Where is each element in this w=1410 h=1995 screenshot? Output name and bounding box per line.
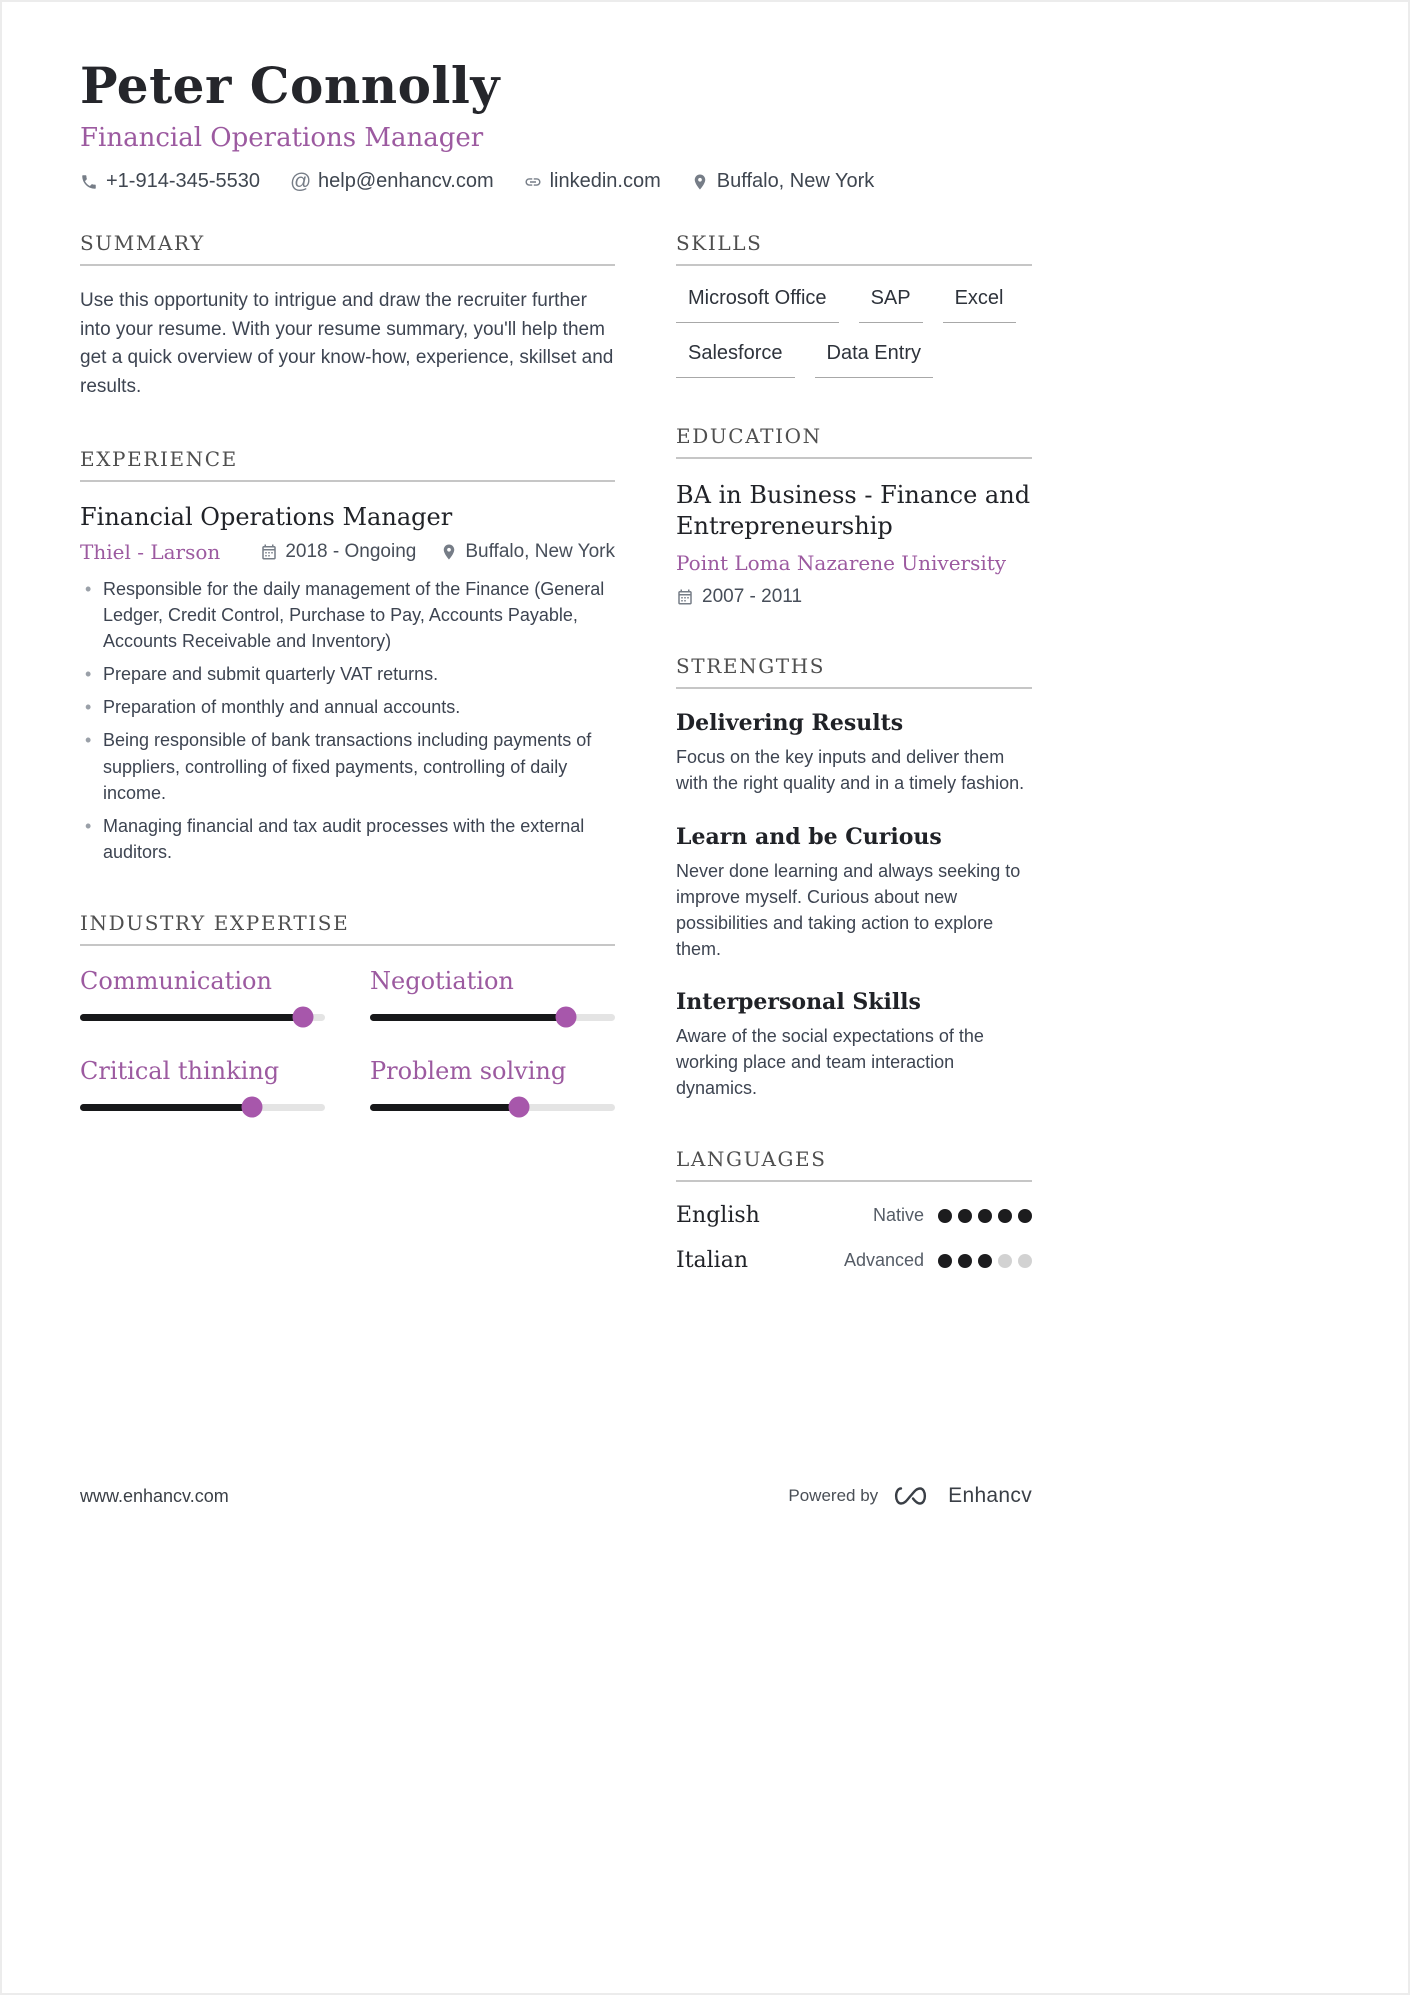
email-icon: @ bbox=[290, 170, 312, 193]
slider-fill bbox=[80, 1104, 252, 1111]
experience-meta-right bbox=[260, 541, 615, 563]
experience-job-title: Financial Operations Manager bbox=[80, 503, 453, 531]
skill-tag: Data Entry bbox=[815, 342, 933, 378]
experience-bullet-list bbox=[80, 576, 615, 865]
experience-bullet: • Prepare and submit quarterly VAT returns. bbox=[80, 661, 615, 687]
expertise-slider[interactable] bbox=[370, 1104, 615, 1111]
experience-bullet: • Managing financial and tax audit processes with the external auditors. bbox=[80, 813, 615, 865]
experience-bullet: • Responsible for the daily management of the Finance (General Ledger, Credit Control, Purchase to Pay, Accounts Payable, Accounts Receivable and Inventory) bbox=[80, 576, 615, 654]
skill-tag: SAP bbox=[859, 287, 923, 323]
expertise-label: Communication bbox=[80, 966, 272, 995]
summary-heading: SUMMARY bbox=[80, 231, 615, 266]
powered-by-label: Powered by bbox=[788, 1486, 879, 1505]
link-icon bbox=[524, 173, 542, 191]
language-level-dot bbox=[978, 1209, 992, 1223]
strength-item bbox=[676, 710, 1032, 796]
left-column bbox=[80, 231, 615, 1293]
language-name: English bbox=[676, 1203, 760, 1229]
language-level-dot bbox=[978, 1254, 992, 1268]
summary-text: Use this opportunity to intrigue and draw the recruiter further into your resume. With your resume summary, you'll help them get a quick overview of your know-how, experience, skillset and results. bbox=[80, 290, 614, 397]
experience-dates-text: 2018 - Ongoing bbox=[285, 541, 417, 562]
expertise-slider[interactable] bbox=[370, 1014, 615, 1021]
strengths-heading: STRENGTHS bbox=[676, 654, 1032, 689]
language-level-dot bbox=[938, 1209, 952, 1223]
strength-title: Learn and be Curious bbox=[676, 823, 942, 850]
education-school: Point Loma Nazarene University bbox=[676, 551, 1007, 576]
language-level-dot bbox=[1018, 1209, 1032, 1223]
experience-meta-row bbox=[80, 540, 615, 564]
slider-thumb[interactable] bbox=[241, 1097, 262, 1118]
experience-location bbox=[440, 541, 615, 563]
skills-list bbox=[676, 287, 1032, 378]
expertise-label: Problem solving bbox=[370, 1056, 567, 1085]
section-industry-expertise bbox=[80, 911, 615, 1111]
language-level-dot bbox=[958, 1209, 972, 1223]
education-dates-text: 2007 - 2011 bbox=[702, 586, 803, 608]
strength-item bbox=[676, 989, 1032, 1101]
resume-content bbox=[80, 58, 1032, 1293]
strength-text: Focus on the key inputs and deliver them with the right quality and in a timely fashion. bbox=[676, 747, 1025, 794]
skills-heading: SKILLS bbox=[676, 231, 1032, 266]
expertise-label: Critical thinking bbox=[80, 1056, 280, 1085]
expertise-item-problem-solving bbox=[370, 1057, 615, 1111]
section-languages bbox=[676, 1147, 1032, 1273]
expertise-slider[interactable] bbox=[80, 1104, 325, 1111]
industry-expertise-heading: INDUSTRY EXPERTISE bbox=[80, 911, 615, 946]
strength-text: Never done learning and always seeking to improve myself. Curious about new possibilities and taking action to explore them. bbox=[676, 860, 1021, 959]
experience-location-text: Buffalo, New York bbox=[465, 541, 615, 562]
expertise-label: Negotiation bbox=[370, 966, 514, 995]
right-column bbox=[676, 231, 1032, 1293]
contact-email-text: help@enhancv.com bbox=[318, 170, 494, 192]
language-level-dot bbox=[938, 1254, 952, 1268]
experience-heading: EXPERIENCE bbox=[80, 447, 615, 482]
slider-fill bbox=[80, 1014, 303, 1021]
language-level-dots bbox=[938, 1254, 1032, 1268]
education-degree: BA in Business - Finance and Entrepreneurship bbox=[676, 481, 1031, 541]
strength-item bbox=[676, 824, 1032, 962]
strength-title: Delivering Results bbox=[676, 710, 904, 737]
section-education bbox=[676, 424, 1032, 608]
language-level-dot bbox=[998, 1254, 1012, 1268]
contact-link[interactable] bbox=[524, 170, 661, 193]
phone-icon bbox=[80, 173, 98, 191]
language-name: Italian bbox=[676, 1248, 749, 1274]
language-level-dot bbox=[1018, 1254, 1032, 1268]
enhancv-logo-icon bbox=[890, 1484, 936, 1508]
section-experience bbox=[80, 447, 615, 865]
expertise-item-critical-thinking bbox=[80, 1057, 325, 1111]
education-heading: EDUCATION bbox=[676, 424, 1032, 459]
person-name: Peter Connolly bbox=[80, 56, 500, 115]
contact-link-text: linkedin.com bbox=[549, 170, 661, 192]
contact-phone bbox=[80, 170, 260, 193]
education-dates bbox=[676, 586, 1032, 608]
contact-row bbox=[80, 170, 1032, 193]
experience-bullet: • Being responsible of bank transactions including payments of suppliers, controlling of fixed payments, controlling of daily income. bbox=[80, 727, 615, 805]
languages-heading: LANGUAGES bbox=[676, 1147, 1032, 1182]
experience-company: Thiel - Larson bbox=[80, 540, 221, 564]
language-row-italian bbox=[676, 1248, 1032, 1273]
expertise-slider[interactable] bbox=[80, 1014, 325, 1021]
enhancv-brand-link[interactable]: Enhancv bbox=[948, 1484, 1032, 1507]
expertise-grid bbox=[80, 967, 615, 1111]
slider-thumb[interactable] bbox=[509, 1097, 530, 1118]
strength-text: Aware of the social expectations of the working place and team interaction dynamics. bbox=[676, 1025, 984, 1099]
experience-dates bbox=[260, 541, 416, 563]
location-pin-icon bbox=[691, 173, 709, 191]
skill-tag: Microsoft Office bbox=[676, 287, 839, 323]
skill-tag: Excel bbox=[943, 287, 1016, 323]
expertise-item-negotiation bbox=[370, 967, 615, 1021]
skill-tag: Salesforce bbox=[676, 342, 795, 378]
powered-by-group bbox=[788, 1484, 1032, 1508]
slider-thumb[interactable] bbox=[556, 1007, 577, 1028]
language-level-label: Native bbox=[872, 1205, 924, 1226]
page-footer bbox=[80, 1484, 1032, 1508]
language-level-label: Advanced bbox=[843, 1250, 924, 1271]
section-strengths bbox=[676, 654, 1032, 1101]
person-job-title: Financial Operations Manager bbox=[80, 123, 484, 153]
language-level-dot bbox=[958, 1254, 972, 1268]
experience-entry bbox=[80, 503, 615, 865]
language-level-group bbox=[873, 1205, 1032, 1226]
slider-fill bbox=[370, 1104, 519, 1111]
language-level-group bbox=[844, 1250, 1032, 1271]
contact-location bbox=[691, 170, 875, 193]
calendar-icon bbox=[676, 588, 694, 606]
slider-fill bbox=[370, 1014, 566, 1021]
strength-title: Interpersonal Skills bbox=[676, 988, 921, 1015]
footer-website-link[interactable]: www.enhancv.com bbox=[80, 1485, 229, 1506]
experience-bullet: • Preparation of monthly and annual accounts. bbox=[80, 694, 615, 720]
section-skills bbox=[676, 231, 1032, 378]
language-row-english bbox=[676, 1203, 1032, 1228]
contact-location-text: Buffalo, New York bbox=[716, 170, 875, 192]
language-level-dot bbox=[998, 1209, 1012, 1223]
location-pin-icon bbox=[440, 543, 458, 561]
slider-thumb[interactable] bbox=[292, 1007, 313, 1028]
section-summary bbox=[80, 231, 615, 401]
calendar-icon bbox=[260, 543, 278, 561]
contact-phone-text: +1-914-345-5530 bbox=[106, 170, 261, 192]
two-column-layout bbox=[80, 231, 1032, 1293]
language-level-dots bbox=[938, 1209, 1032, 1223]
contact-email[interactable] bbox=[290, 170, 494, 193]
expertise-item-communication bbox=[80, 967, 325, 1021]
